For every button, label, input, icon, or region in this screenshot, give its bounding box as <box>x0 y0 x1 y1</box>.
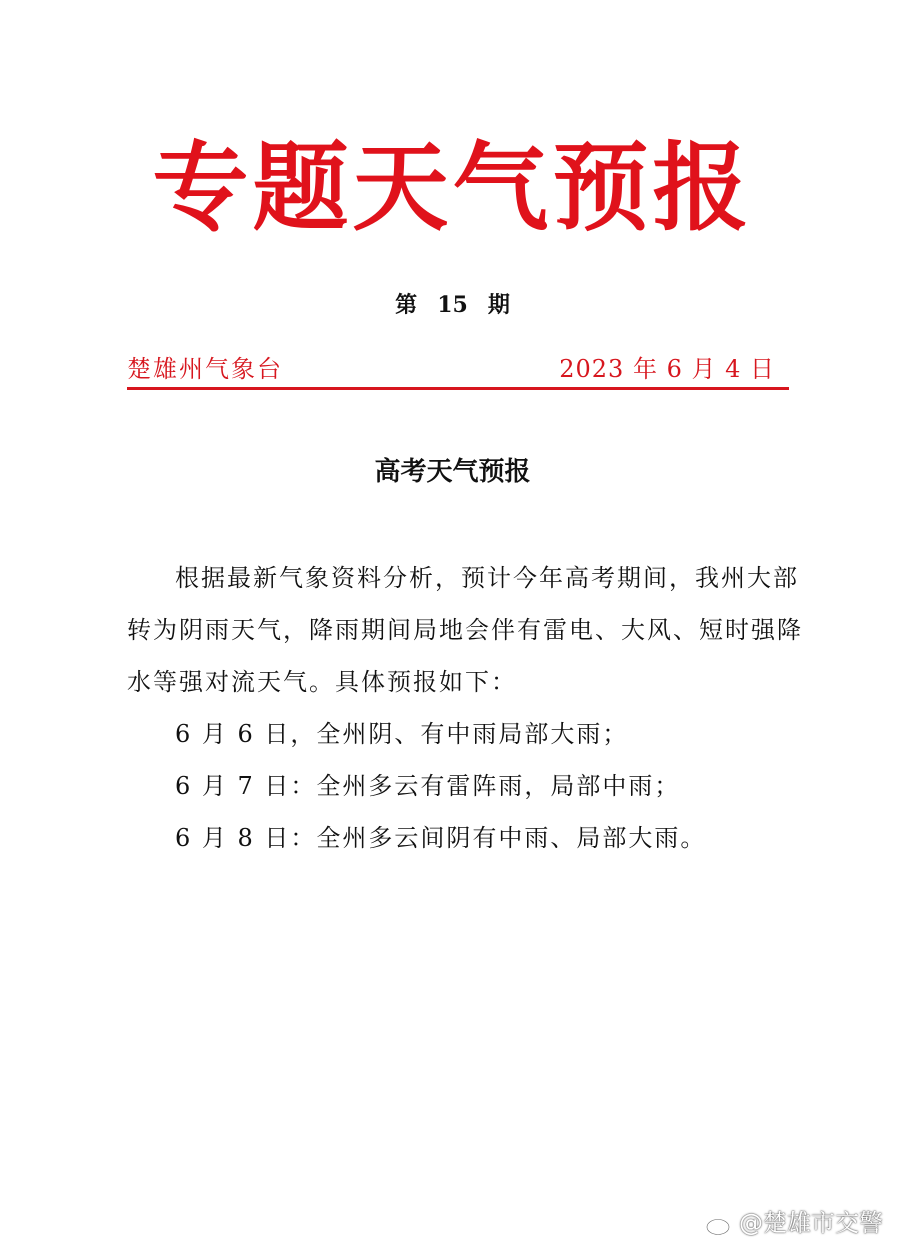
weibo-icon <box>705 1211 735 1235</box>
red-divider <box>127 387 789 390</box>
intro-paragraph: 根据最新气象资料分析，预计今年高考期间，我州大部转为阴雨天气，降雨期间局地会伴有雷电、大风、短时强降水等强对流天气。具体预报如下： <box>127 564 803 696</box>
forecast-item: 6 月 6 日，全州阴、有中雨局部大雨； <box>175 720 629 748</box>
masthead-title: 专题天气预报 <box>152 131 753 244</box>
issuer-line <box>127 352 789 386</box>
forecast-item: 6 月 8 日：全州多云间阴有中雨、局部大雨。 <box>175 824 707 852</box>
document-body <box>127 552 807 864</box>
issue-number: 15 <box>437 292 468 318</box>
document-title: 高考天气预报 <box>374 457 531 487</box>
issue-number-line <box>0 288 905 322</box>
forecast-item: 6 月 7 日：全州多云有雷阵雨，局部中雨； <box>175 772 681 800</box>
issuing-organization: 楚雄州气象台 <box>127 355 283 383</box>
issue-suffix: 期 <box>487 292 510 318</box>
watermark <box>705 1206 883 1240</box>
issue-date: 2023 年 6 月 4 日 <box>559 355 775 383</box>
issue-prefix: 第 <box>395 292 418 318</box>
watermark-text: @楚雄市交警 <box>739 1209 883 1237</box>
